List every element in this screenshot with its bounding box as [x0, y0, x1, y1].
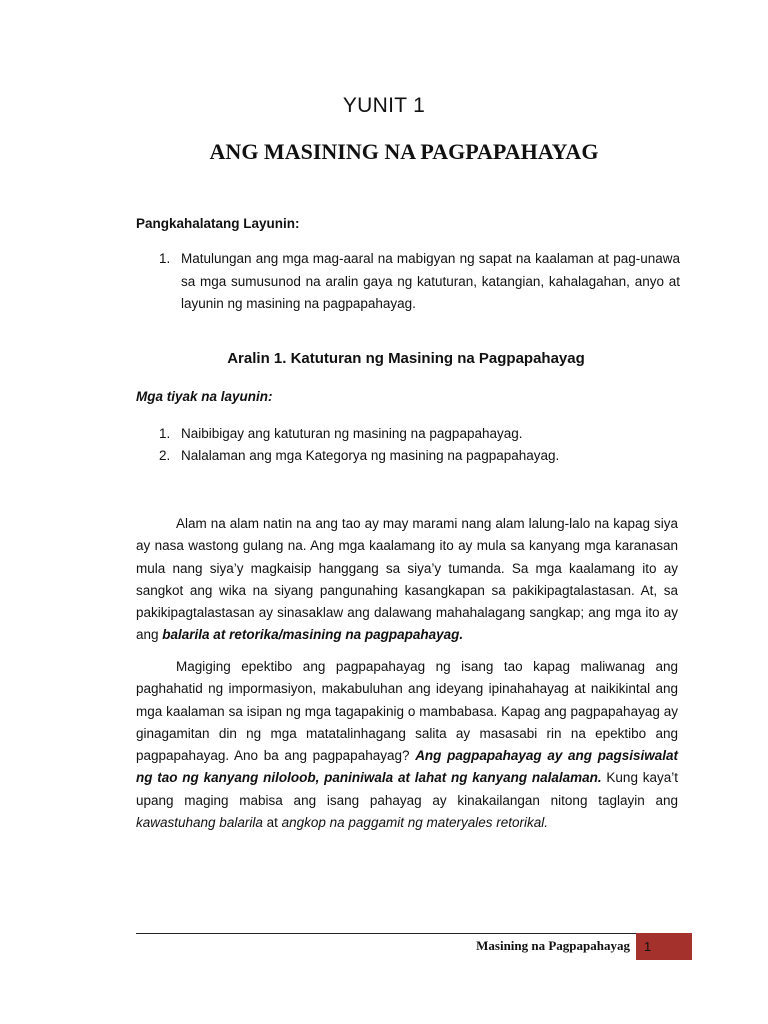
- footer-title: Masining na Pagpapahayag: [476, 938, 630, 953]
- general-objectives-list: [136, 248, 680, 316]
- list-number: 2.: [159, 447, 171, 463]
- list-item-text: Matulungan ang mga mag-aaral na mabigyan ng sapat na kaalaman at pag-unawa sa mga sumusunod na aralin gaya ng katuturan, katangian, kahalagahan, anyo at layunin ng masining na pagpapahayag.: [181, 251, 680, 311]
- paragraph-text: Magiging epektibo ang pagpapahayag ng isang tao kapag maliwanag ang paghahatid ng impormasiyon, makabuluhan ang ideyang ipinahahayag at naikikintal ang mga kaalaman sa isipan ng mga tagapakinig o mambabasa. Kapag ang pagpapahayag ay ginagamitan din ng mga matatalinhagang salita ay masasabi rin na epektibo ang pagpapahayag. Ano ba ang pagpapahayag?: [136, 659, 678, 764]
- general-objectives-label: Pangkahalatang Layunin:: [136, 216, 300, 231]
- footer-rule: [136, 933, 692, 934]
- emphasis-text: angkop na paggamit ng materyales retorikal.: [281, 815, 549, 831]
- specific-objectives-label: Mga tiyak na layunin:: [136, 389, 273, 404]
- paragraph-text: at: [262, 815, 282, 831]
- list-number: 1.: [159, 426, 171, 441]
- list-number: 1.: [159, 251, 171, 266]
- page-number: 1: [644, 939, 652, 954]
- page-number-box: [636, 933, 692, 960]
- definition-text: Ang pagpapahayag ay ang pagsisiwalat ng tao ng kanyang niloloob, paniniwala at lahat ng kanyang nalalaman.: [136, 748, 678, 786]
- list-item: [136, 248, 680, 316]
- list-item-text: Nalalaman ang mga Kategorya ng masining na pagpapahayag.: [181, 447, 560, 463]
- paragraph-text: Kung kaya’t upang maging mabisa ang isang pahayag ay kinakailangan nitong taglayin ang: [136, 770, 678, 808]
- list-item-text: Naibibigay ang katuturan ng masining na pagpapahayag.: [181, 426, 523, 441]
- emphasis-text: kawastuhang balarila: [136, 815, 263, 831]
- specific-objectives-list: [136, 423, 680, 466]
- unit-title: ANG MASINING NA PAGPAPAHAYAG: [209, 139, 599, 164]
- body-paragraph: [136, 656, 678, 834]
- list-item: [136, 445, 680, 467]
- paragraph-text: Alam na alam natin na ang tao ay may marami nang alam lalung-lalo na kapag siya ay nasa wastong gulang na. Ang mga kaalamang ito ay mula sa kanyang mga karanasan mula nang siya’y magkaisip hanggang sa siya’y tumanda. Sa mga kaalamang ito ay sangkot ang wika na siyang pangunahing kasangkapan sa pakikipagtalastasan. At, sa pakikipagtalastasan ay sinasaklaw ang dalawang mahahalagang sangkap; ang mga ito ay ang: [136, 516, 678, 643]
- emphasis-text: balarila at retorika/masining na pagpapahayag.: [162, 627, 464, 643]
- lesson-title: Aralin 1. Katuturan ng Masining na Pagpapahayag: [227, 350, 585, 367]
- body-paragraph: [136, 513, 678, 647]
- list-item: [136, 423, 680, 445]
- unit-label: YUNIT 1: [342, 94, 426, 117]
